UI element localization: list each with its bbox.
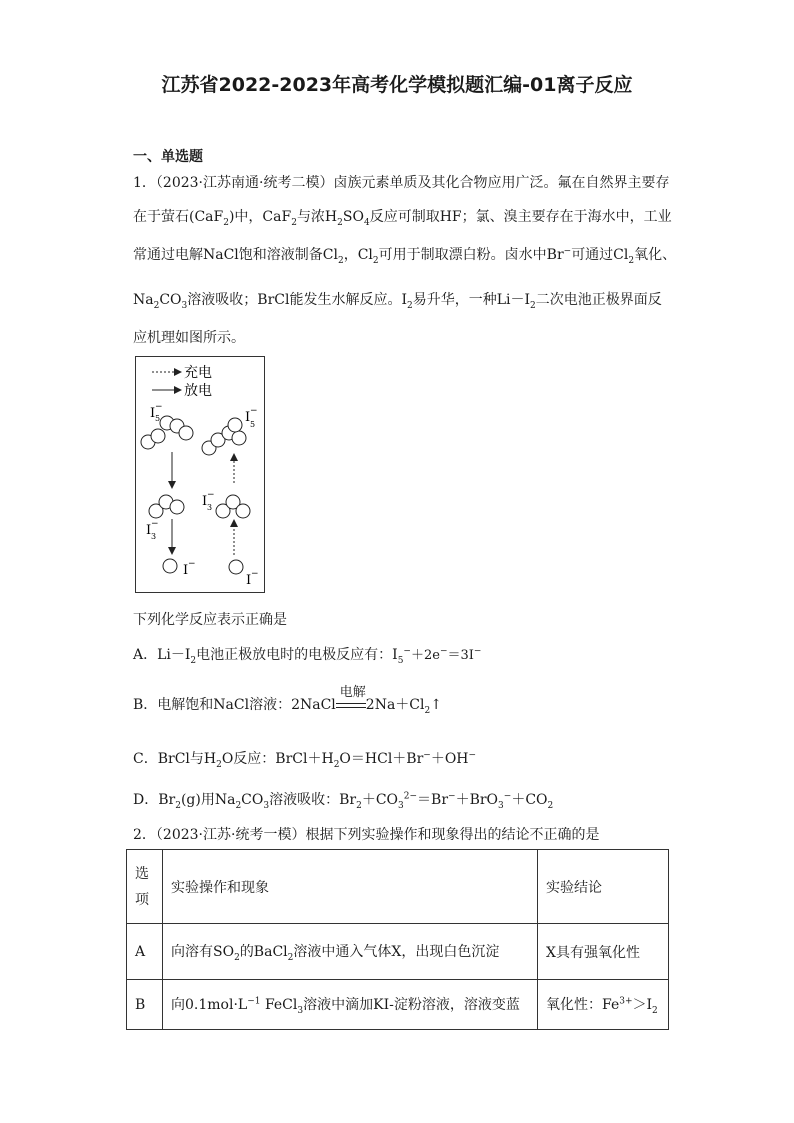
svg-text:5: 5: [155, 414, 161, 423]
row-b-option: B: [127, 980, 163, 1030]
header-option: 选项: [127, 850, 163, 924]
label-i-right: I: [246, 573, 252, 588]
label-i5-right: I: [245, 410, 251, 425]
svg-text:5: 5: [250, 420, 256, 429]
q1-prompt: 下列化学反应表示正确是: [133, 612, 287, 628]
page-title: 江苏省2022-2023年高考化学模拟题汇编-01离子反应: [161, 74, 633, 96]
iodide-right: [229, 560, 243, 574]
iodide-left: [163, 559, 177, 573]
row-a-option: A: [127, 924, 163, 980]
q1-line1: 1．（2023·江苏南通·统考二模）卤族元素单质及其化合物应用广泛。氟在自然界主要存: [133, 175, 670, 191]
legend-discharge: 放电: [184, 383, 212, 399]
table-header-row: [127, 850, 669, 924]
table-row: [127, 924, 669, 980]
svg-text:−: −: [250, 406, 258, 416]
row-a-operation: 向溶有$SO_2$的BaCl$_2$溶液中通入气体X，出现白色沉淀: [163, 924, 538, 980]
q1-option-d: D．$Br_2(g)$用$Na_2CO_3$溶液吸收：$Br_2+CO_3^{2-}=Br^-+BrO_3^-+CO_2$: [133, 791, 554, 811]
q1-line2: 在于萤石(CaF$_2$)中，CaF$_2$与浓$H_2SO_4$反应可制取HF；氯、溴主要存在于海水中，工业: [133, 209, 672, 228]
q1-option-b: B．电解饱和NaCl溶液：2NaCl 电解 $2Na+Cl_2↑$: [133, 685, 442, 716]
label-i5-left: I: [150, 406, 156, 421]
q2-table: [126, 849, 669, 1030]
q1-line5: 应机理如图所示。: [133, 330, 245, 346]
header-operation: 实验操作和现象: [163, 850, 538, 924]
svg-text:3: 3: [151, 532, 157, 541]
q1-line3: 常通过电解NaCl饱和溶液制备$Cl_2$，$Cl_2$可用于制取漂白粉。卤水中Br−可通过$Cl_2$氧化、: [133, 246, 677, 266]
svg-text:3: 3: [207, 503, 213, 512]
svg-text:−: −: [207, 490, 215, 500]
svg-text:−: −: [251, 569, 259, 579]
q1-option-c: C．BrCl与$H_2O$反应：$BrCl+H_2O=HCl+Br^-+OH^-$: [133, 750, 477, 770]
label-i-left: I: [183, 563, 189, 578]
row-b-operation: 向$0.1mol\cdot L^{-1}$ FeCl$_3$溶液中滴加KI-淀粉溶液，溶液变蓝: [163, 980, 538, 1030]
header-conclusion: 实验结论: [538, 850, 669, 924]
section-heading: 一、单选题: [133, 149, 203, 165]
reaction-mechanism-figure: [135, 356, 265, 593]
svg-text:−: −: [188, 559, 196, 569]
q1-line4: $Na_2CO_3$溶液吸收；BrCl能发生水解反应。$I_2$易升华，一种$Li-I_2$二次电池正极界面反: [133, 292, 662, 311]
row-a-conclusion: X具有强氧化性: [538, 924, 669, 980]
q1-option-a: A．$Li-I_2$电池正极放电时的电极反应有：$I_5^-+2e^-=3I^-$: [133, 646, 482, 666]
table-row: [127, 980, 669, 1030]
label-i3-left: I: [146, 523, 152, 538]
svg-text:−: −: [155, 402, 163, 412]
legend-charge: 充电: [184, 365, 212, 381]
row-b-conclusion: 氧化性：$Fe^{3+}>I_2$: [538, 980, 669, 1030]
mechanism-diagram: [136, 357, 266, 594]
q2-stem: 2．（2023·江苏·统考一模）根据下列实验操作和现象得出的结论不正确的是: [133, 827, 600, 843]
label-i3-right: I: [202, 494, 208, 509]
svg-text:−: −: [151, 519, 159, 529]
